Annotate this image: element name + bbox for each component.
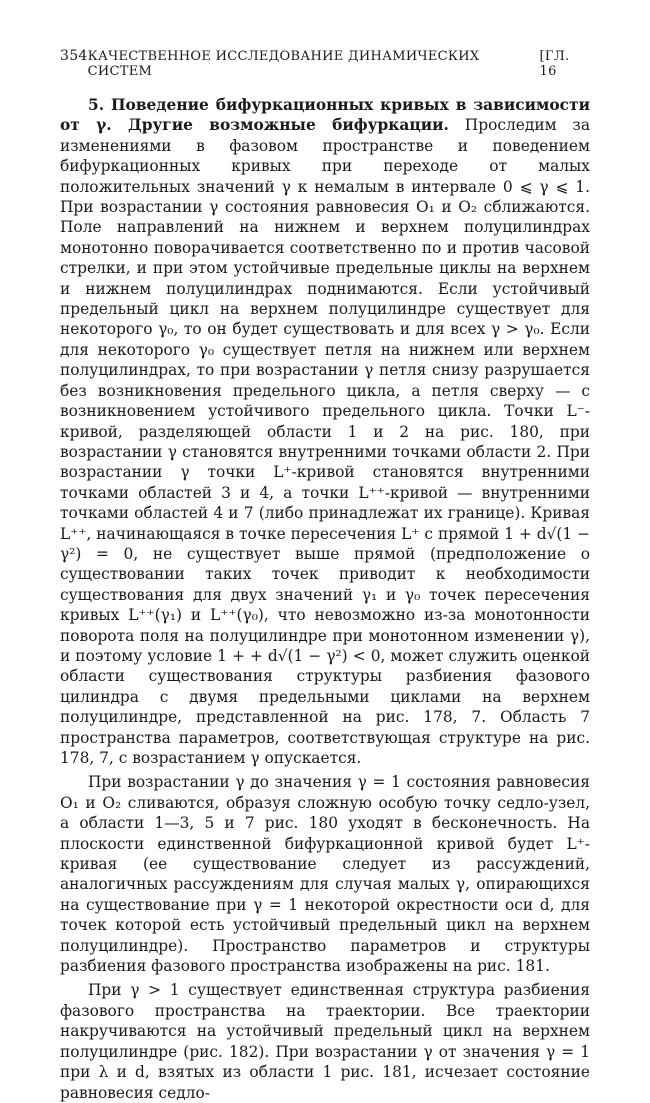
running-header bbox=[60, 48, 590, 79]
page-number: 354 bbox=[60, 48, 88, 64]
page-body bbox=[60, 95, 590, 1103]
paragraph-3: При γ > 1 существует единственная структура разбиения фазового пространства на траектории. Все траектории накручиваются на устойчивый предельный цикл на верхнем полуцилиндре (рис. 182). При возрастании γ от значения γ = 1 при λ и d, взятых из области 1 рис. 181, исчезает состояние равновесия седло- bbox=[60, 981, 590, 1102]
chapter-label: [ГЛ. 16 bbox=[539, 49, 570, 79]
section-heading: 5. Поведение бифуркационных кривых в зависимости от γ. Другие возможные бифуркации. bbox=[60, 96, 590, 135]
running-title: КАЧЕСТВЕННОЕ ИССЛЕДОВАНИЕ ДИНАМИЧЕСКИХ СИСТЕМ bbox=[87, 49, 480, 79]
paragraph-1-text: Проследим за изменениями в фазовом пространстве и поведением бифуркационных кривых при переходе от малых положительных значений γ к немалым в интервале 0 ⩽ γ ⩽ 1. При возрастании γ состояния равновесия O₁ и O₂ сближаются. Поле направлений на нижнем и верхнем полуцилиндрах монотонно поворачивается соответственно по и против часовой стрелки, и при этом устойчивые предельные циклы на верхнем и нижнем полуцилиндрах поднимаются. Если устойчивый предельный цикл на верхнем полуцилиндре существует для некоторого γ₀, то он будет существовать и для всех γ > γ₀. Если для некоторого γ₀ существует петля на нижнем или верхнем полуцилиндрах, то при возрастании γ петля снизу разрушается без возникновения предельного цикла, а петля сверху — с возникновением устойчивого предельного цикла. Точки L⁻-кривой, разделяющей области 1 и 2 на рис. 180, при возрастании γ становятся внутренними точками области 2. При возрастании γ точки L⁺-кривой становятся внутренними точками областей 3 и 4, а точки L⁺⁺-кривой — внутренними точками областей 4 и 7 (либо принадлежат их границе). Кривая L⁺⁺, начинающаяся в точке пересечения L⁺ с прямой 1 + d√(1 − γ²) = 0, не существует выше прямой (предположение о существовании таких точек приводит к необходимости существования для двух значений γ₁ и γ₀ точек пересечения кривых L⁺⁺(γ₁) и L⁺⁺(γ₀), что невозможно из-за монотонности поворота поля на полуцилиндре при монотонном изменении γ), и поэтому условие 1 + + d√(1 − γ²) < 0, может служить оценкой области существования структуры разбиения фазового цилиндра с двумя предельными циклами на верхнем полуцилиндре, представленной на рис. 178, 7. Область 7 пространства параметров, соответствующая структуре на рис. 178, 7, с возрастанием γ опускается. bbox=[60, 116, 590, 767]
paragraph-1 bbox=[60, 95, 590, 768]
paragraph-2: При возрастании γ до значения γ = 1 состояния равновесия O₁ и O₂ сливаются, образуя сложную особую точку седло-узел, а области 1—3, 5 и 7 рис. 180 уходят в бесконечность. На плоскости единственной бифуркационной кривой будет L⁺-кривая (ее существование следует из рассуждений, аналогичных рассуждениям для случая малых γ, опирающихся на существование при γ = 1 некоторой окрестности оси d, для точек которой есть устойчивый предельный цикл на верхнем полуцилиндре). Пространство параметров и структуры разбиения фазового пространства изображены на рис. 181. bbox=[60, 773, 590, 976]
